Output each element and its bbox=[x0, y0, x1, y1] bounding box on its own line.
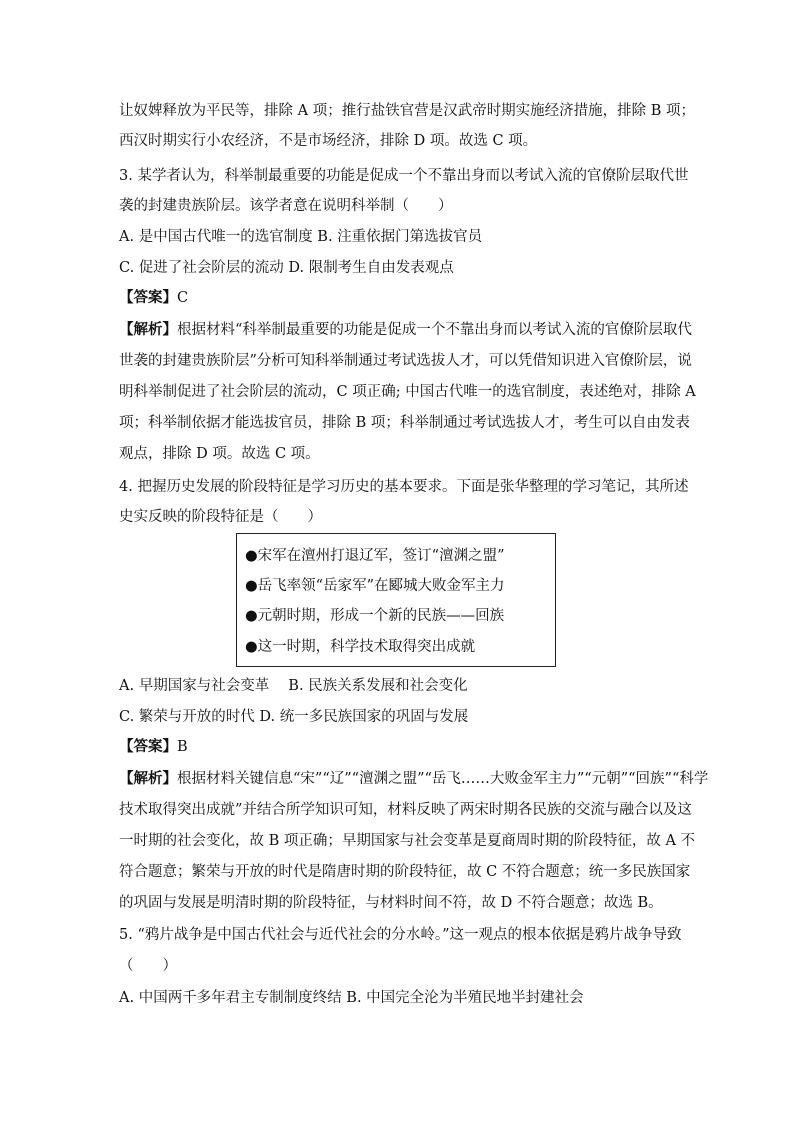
intro-line-2: 西汉时期实行小农经济，不是市场经济，排除 D 项。故选 C 项。 bbox=[119, 133, 538, 149]
q5-options-line-1: A. 中国两千多年君主专制制度终结 B. 中国完全沦为半殖民地半封建社会 bbox=[119, 990, 584, 1006]
q5-stem-line-2: （ ） bbox=[119, 958, 177, 974]
q3-options-line-1: A. 是中国古代唯一的选官制度 B. 注重依据门第选拔官员 bbox=[119, 229, 483, 245]
q4-options-line-2: C. 繁荣与开放的时代 D. 统一多民族国家的巩固与发展 bbox=[119, 709, 469, 725]
q4-analysis-line-2: 技术取得突出成就”并结合所学知识可知，材料反映了两宋时期各民族的交流与融合以及这 bbox=[119, 802, 692, 818]
answer-value: B bbox=[177, 739, 188, 755]
q4-stem-line-2: 史实反映的阶段特征是（ ） bbox=[119, 509, 322, 525]
q3-answer bbox=[119, 288, 188, 308]
q3-analysis-line-5: 观点，排除 D 项。故选 C 项。 bbox=[119, 446, 320, 462]
note-item: ●岳飞率领“岳家军”在郾城大败金军主力 bbox=[245, 578, 505, 594]
q3-analysis-line-3: 明科举制促进了社会阶层的流动，C 项正确; 中国古代唯一的选官制度，表述绝对，排除 A bbox=[119, 384, 696, 400]
q4-options-line-1: A. 早期国家与社会变革 B. 民族关系发展和社会变化 bbox=[119, 678, 468, 694]
note-item: ●宋军在澶州打退辽军，签订“澶渊之盟” bbox=[245, 548, 505, 564]
q3-analysis-line-4: 项；科举制依据才能选拔官员，排除 B 项；科举制通过考试选拔人才，考生可以自由发表 bbox=[119, 415, 690, 431]
q3-options-line-2: C. 促进了社会阶层的流动 D. 限制考生自由发表观点 bbox=[119, 260, 454, 276]
q4-analysis-line-3: 一时期的社会变化，故 B 项正确；早期国家与社会变革是夏商周时期的阶段特征，故 A 不 bbox=[119, 833, 696, 849]
q4-analysis-line-5: 的巩固与发展是明清时期的阶段特征，与材料时间不符，故 D 不符合题意；故选 B。 bbox=[119, 895, 663, 911]
q3-stem-line-1: 3. 某学者认为，科举制最重要的功能是促成一个不靠出身而以考试入流的官僚阶层取代世 bbox=[119, 168, 689, 184]
q4-stem-line-1: 4. 把握历史发展的阶段特征是学习历史的基本要求。下面是张华整理的学习笔记，其所述 bbox=[119, 479, 689, 495]
analysis-tag: 【解析】 bbox=[119, 321, 177, 338]
analysis-text: 根据材料“科举制最重要的功能是促成一个不靠出身而以考试入流的官僚阶层取代 bbox=[177, 322, 692, 338]
analysis-text: 根据材料关键信息“宋”“辽”“澶渊之盟”“岳飞……大败金军主力”“元朝”“回族”“科学 bbox=[177, 771, 709, 787]
note-item: ●元朝时期，形成一个新的民族——回族 bbox=[245, 608, 505, 624]
q5-stem-line-1: 5. “鸦片战争是中国古代社会与近代社会的分水岭。”这一观点的根本依据是鸦片战争导致 bbox=[119, 927, 682, 943]
intro-line-1: 让奴婢释放为平民等，排除 A 项；推行盐铁官营是汉武帝时期实施经济措施，排除 B 项； bbox=[119, 103, 696, 119]
q4-analysis-line-1 bbox=[119, 769, 708, 789]
q4-analysis-line-4: 符合题意；繁荣与开放的时代是隋唐时期的阶段特征，故 C 不符合题意；统一多民族国家 bbox=[119, 864, 691, 880]
q3-analysis-line-1 bbox=[119, 320, 692, 340]
note-item: ●这一时期，科学技术取得突出成就 bbox=[245, 639, 476, 655]
answer-value: C bbox=[177, 290, 189, 306]
q4-answer bbox=[119, 737, 188, 757]
analysis-tag: 【解析】 bbox=[119, 770, 177, 787]
q3-stem-line-2: 袭的封建贵族阶层。该学者意在说明科举制（ ） bbox=[119, 198, 453, 214]
study-notes-box bbox=[236, 533, 556, 667]
answer-tag: 【答案】 bbox=[119, 289, 177, 306]
q3-analysis-line-2: 世袭的封建贵族阶层”分析可知科举制通过考试选拔人才，可以凭借知识进入官僚阶层，说 bbox=[119, 353, 692, 369]
answer-tag: 【答案】 bbox=[119, 738, 177, 755]
